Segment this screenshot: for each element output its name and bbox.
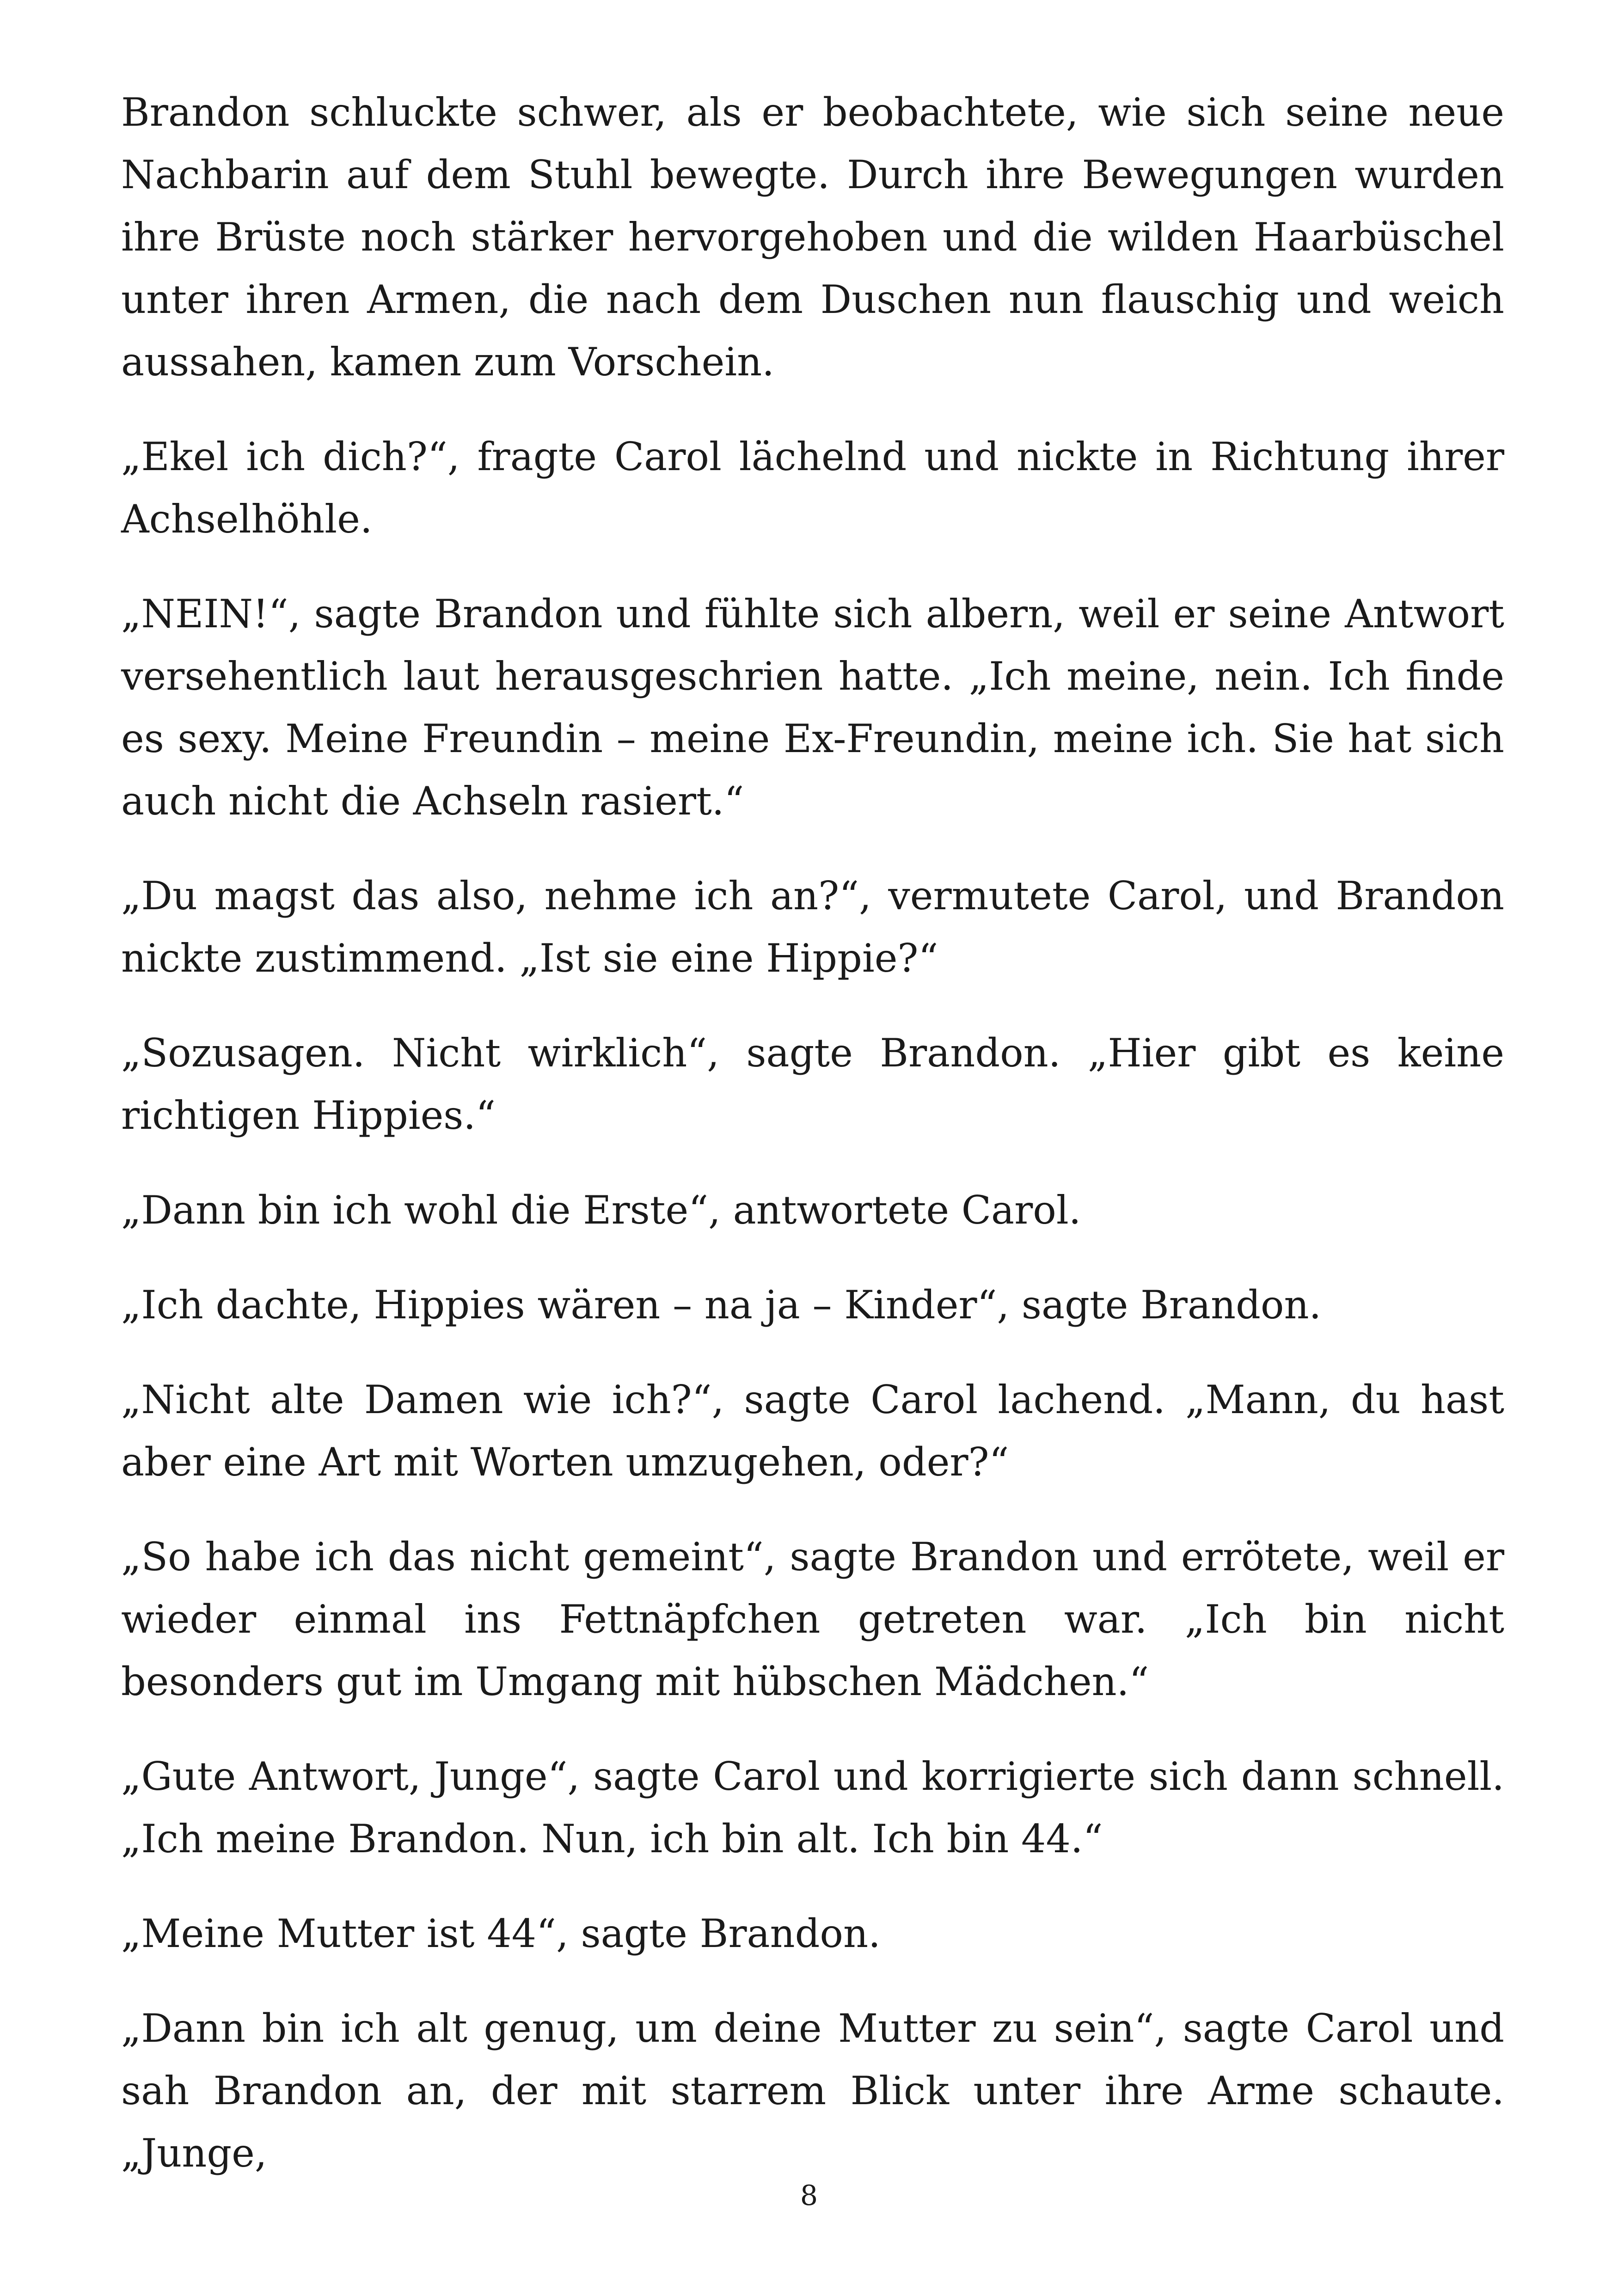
paragraph-4: „Du magst das also, nehme ich an?“, vermutete Carol, und Brandon nickte zustimmend. „Ist sie eine Hippie?“ xyxy=(121,873,1504,981)
page-number: 8 xyxy=(800,2180,818,2212)
paragraph-6: „Dann bin ich wohl die Erste“, antwortete Carol. xyxy=(121,1188,1081,1233)
paragraph-11: „Meine Mutter ist 44“, sagte Brandon. xyxy=(121,1911,881,1956)
paragraph-10: „Gute Antwort, Junge“, sagte Carol und korrigierte sich dann schnell. „Ich meine Brandon. Nun, ich bin alt. Ich bin 44.“ xyxy=(121,1754,1504,1861)
paragraph-12: „Dann bin ich alt genug, um deine Mutter zu sein“, sagte Carol und sah Brandon an, der mit starrem Blick unter ihre Arme schaute. „Junge, xyxy=(121,2006,1504,2176)
paragraph-7: „Ich dachte, Hippies wären – na ja – Kinder“, sagte Brandon. xyxy=(121,1282,1322,1328)
paragraph-2: „Ekel ich dich?“, fragte Carol lächelnd und nickte in Richtung ihrer Achselhöhle. xyxy=(121,434,1504,542)
paragraph-1: Brandon schluckte schwer, als er beobachtete, wie sich seine neue Nachbarin auf dem Stuhl bewegte. Durch ihre Bewegungen wurden ihre Brüste noch stärker hervorgehoben und die wilden Haarbüschel unter ihren Armen, die nach dem Duschen nun flauschig und weich aussahen, kamen zum Vorschein. xyxy=(121,90,1504,385)
paragraph-8: „Nicht alte Damen wie ich?“, sagte Carol lachend. „Mann, du hast aber eine Art mit Worten umzugehen, oder?“ xyxy=(121,1377,1504,1485)
body-text xyxy=(121,81,1504,2217)
paragraph-5: „Sozusagen. Nicht wirklich“, sagte Brandon. „Hier gibt es keine richtigen Hippies.“ xyxy=(121,1030,1504,1138)
paragraph-9: „So habe ich das nicht gemeint“, sagte Brandon und errötete, weil er wieder einmal ins Fettnäpfchen getreten war. „Ich bin nicht besonders gut im Umgang mit hübschen Mädchen.“ xyxy=(121,1534,1504,1704)
paragraph-3: „NEIN!“, sagte Brandon und fühlte sich albern, weil er seine Antwort versehentlich laut herausgeschrien hatte. „Ich meine, nein. Ich finde es sexy. Meine Freundin – meine Ex-Freundin, meine ich. Sie hat sich auch nicht die Achseln rasiert.“ xyxy=(121,591,1504,824)
